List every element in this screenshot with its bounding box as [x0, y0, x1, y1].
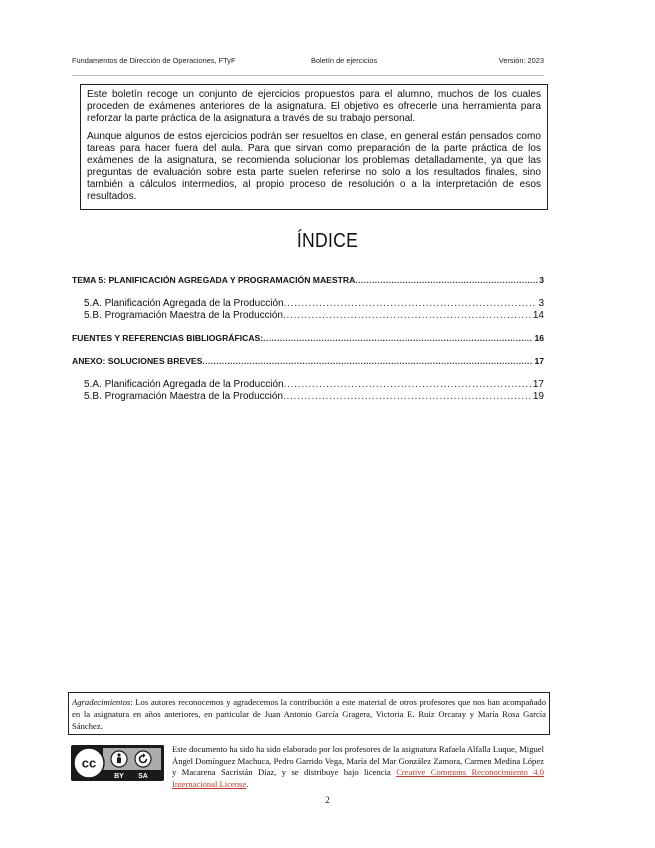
header-divider: [72, 75, 544, 76]
toc-page: 17: [532, 379, 544, 390]
license-text: Este documento ha sido ha sido elaborado por los profesores de la asignatura Rafaela Alfalla Luque, Miguel Ángel Domínguez Machuca, Pedro Garrido Vega, María del Mar González Zamora, Carmen Medina López y Macarena Sacristán Díaz, y se distribuye bajo licencia: [172, 744, 544, 777]
page-header: [72, 56, 544, 68]
toc-label: 5.A. Planificación Agregada de la Producción: [84, 298, 284, 309]
page-number: 2: [325, 795, 330, 805]
toc-leader: [284, 298, 538, 309]
toc-leader: [283, 391, 532, 402]
toc-page: 14: [532, 310, 544, 321]
index-title: ÍNDICE: [296, 230, 359, 252]
toc-label: TEMA 5: PLANIFICACIÓN AGREGADA Y PROGRAMACIÓN MAESTRA: [72, 275, 356, 285]
toc-entry-anexo[interactable]: [72, 356, 544, 368]
license-link[interactable]: Creative Commons Reconocimiento 4.0 Internacional License: [172, 767, 544, 789]
table-of-contents: [72, 275, 544, 403]
header-course: Fundamentos de Dirección de Operaciones, FTyF: [72, 56, 236, 65]
toc-page: 19: [532, 391, 544, 402]
toc-entry-fuentes[interactable]: [72, 333, 544, 345]
header-doc-title: Boletín de ejercicios: [311, 56, 378, 65]
toc-page: 17: [534, 356, 544, 366]
acknowledgements-text: : Los autores reconocemos y agradecemos la contribución a este material de otros profesores que nos han acompañado en la asignatura en años anteriores, en particular de Juan Antonio García Gragera, Victoria E. Ruiz Orcaray y María Rosa García Sánchez.: [72, 697, 546, 731]
toc-page: 3: [539, 275, 544, 285]
license-end: .: [246, 778, 249, 789]
acknowledgements-label: Agradecimientos: [72, 697, 131, 707]
toc-label: 5.B. Programación Maestra de la Producción: [84, 391, 283, 402]
by-label: BY: [114, 773, 124, 780]
toc-page: 3: [538, 298, 544, 309]
intro-paragraph-1: Este boletín recoge un conjunto de ejercicios propuestos para el alumno, muchos de los cuales proceden de exámenes anteriores de la asignatura. El objetivo es ofrecerle una herramienta para reforzar la parte práctica de la asignatura a través de su trabajo personal.: [87, 89, 541, 124]
intro-paragraph-2: Aunque algunos de estos ejercicios podrán ser resueltos en clase, en general están pensados como tareas para hacer fuera del aula. Para que sirvan como preparación de la parte práctica de los exámenes de la asignatura, se recomienda solucionar los problemas detalladamente, ya que las preguntas de evaluación sobre esta parte suelen referirse no solo a los resultados finales, sino también a cálculos intermedios, al propio proceso de resolución o a la interpretación de esos resultados.: [87, 131, 541, 202]
intro-box: [80, 84, 548, 210]
toc-label: ANEXO: SOLUCIONES BREVES: [72, 356, 203, 366]
toc-leader: [263, 333, 533, 343]
toc-entry-anexo-5b[interactable]: [72, 391, 544, 403]
sa-label: SA: [138, 773, 148, 780]
toc-leader: [284, 379, 532, 390]
acknowledgements-box: [68, 692, 550, 735]
license-statement: [172, 744, 544, 790]
cc-by-sa-license-icon[interactable]: [71, 745, 164, 781]
toc-entry-anexo-5a[interactable]: [72, 379, 544, 391]
toc-leader: [202, 356, 533, 366]
toc-leader: [355, 275, 538, 285]
toc-label: 5.A. Planificación Agregada de la Producción: [84, 379, 284, 390]
toc-label: FUENTES Y REFERENCIAS BIBLIOGRÁFICAS:: [72, 333, 264, 343]
toc-leader: [283, 310, 532, 321]
toc-label: 5.B. Programación Maestra de la Producción: [84, 310, 283, 321]
header-version: Versión: 2023: [498, 56, 544, 65]
toc-entry-tema5[interactable]: [72, 275, 544, 287]
cc-glyph: cc: [81, 755, 97, 771]
toc-entry-5a[interactable]: [72, 298, 544, 310]
toc-entry-5b[interactable]: [72, 310, 544, 322]
toc-page: 16: [534, 333, 544, 343]
